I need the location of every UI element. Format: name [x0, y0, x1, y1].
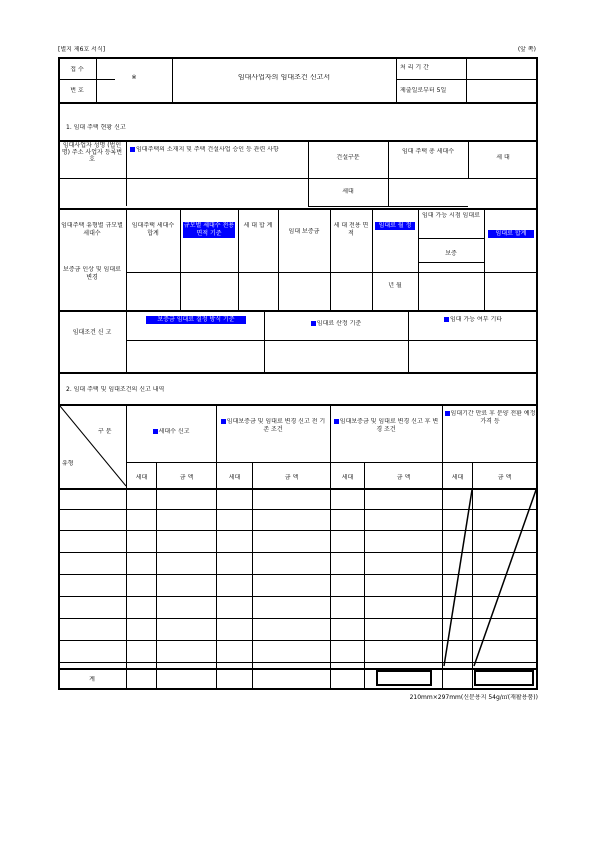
- grid-header-5: 세 대 전용 면적: [333, 222, 369, 237]
- sub-header-amount-3: 금 액: [396, 474, 411, 481]
- grid-mid-label: 보증: [445, 250, 457, 257]
- col-group-1-text: 세대수 신고: [158, 428, 190, 435]
- col-group-2-text: 임대보증금 및 임대료 변경 신고 전 기존 조건: [226, 418, 326, 433]
- row3-header-2: [266, 320, 406, 327]
- receipt-label: 접 수: [70, 66, 84, 73]
- col-group-4: [444, 410, 536, 426]
- col-group-4-text: 임대기간 만료 후 분양 전환 예정 가격 등: [450, 410, 536, 425]
- form-id: [별지 제6호 서식]: [58, 46, 106, 53]
- row2-unit-label: 세대: [342, 188, 354, 195]
- grid-header-8: 임대료 합계: [488, 230, 534, 238]
- processing-period-label: 처 리 기 간: [400, 64, 429, 71]
- grid-bottom-value: 년 월: [388, 282, 402, 289]
- sub-header-amount-2: 금 액: [284, 474, 299, 481]
- section1-heading: 1. 임대 주택 현황 신고: [66, 124, 126, 131]
- footer-note: 210mm×297mm(신문용지 54g/㎡(재활용품)): [409, 694, 538, 701]
- row1-text: 임대주택의 소재지 및 주택 건설사업 승인 등 관련 사항: [136, 146, 279, 153]
- sub-header-units-4: 세대: [451, 474, 464, 481]
- grid-label: 임대주택 유형별 규모별 세대수: [61, 222, 123, 237]
- processing-period-value: 제출일로부터 5일: [400, 87, 447, 94]
- row3-header-3: [410, 316, 536, 324]
- grid-header-7: 임대 가능 시점 임대료: [422, 212, 480, 219]
- total-label: 계: [89, 676, 95, 683]
- row1-construction-type: 건설구분: [336, 154, 360, 161]
- grid-bottom-label: 보증금 인상 및 임대료 변경: [63, 266, 121, 281]
- row1-units-unit: 세 대: [496, 154, 510, 161]
- processing-input-2[interactable]: [468, 81, 536, 100]
- total-amount-box-1[interactable]: [376, 670, 432, 686]
- col-group-2: [218, 418, 328, 434]
- col-group-3-text: 임대보증금 및 임대료 변경 신고 후 변경 조건: [339, 418, 439, 433]
- sub-header-units-2: 세대: [228, 474, 241, 481]
- total-amount-box-2[interactable]: [474, 670, 534, 686]
- diagonal-divider: [58, 404, 128, 488]
- row3-header-1: 보증금 임대료 결정 방식 기준: [146, 316, 246, 324]
- grid-header-2: 규모별 세대수 전용면적 기준: [183, 222, 235, 237]
- sub-header-amount-4: 금 액: [497, 474, 512, 481]
- page-indicator: (앞 쪽): [517, 46, 536, 53]
- processing-input-1[interactable]: [468, 60, 536, 77]
- row3-label: 임대조건 신 고: [72, 329, 112, 336]
- grid-header-6: 임대료 월 정: [375, 222, 415, 230]
- form-title: 임대사업자의 임대조건 신고서: [237, 74, 331, 81]
- cancel-diagonals: [442, 488, 538, 668]
- col-group-3: [332, 418, 440, 434]
- sub-header-amount-1: 금 액: [179, 474, 194, 481]
- applicant-address-field[interactable]: [128, 180, 306, 204]
- row3-header-2-text: 임대료 산정 기준: [316, 320, 362, 327]
- sub-header-units-1: 세대: [135, 474, 148, 481]
- grid-header-3: 세 대 합 계: [243, 222, 273, 229]
- sub-header-units-3: 세대: [341, 474, 354, 481]
- section2-heading: 2. 임대 주택 및 임대조건의 신고 내역: [66, 386, 165, 393]
- grid-header-1: 임대주택 세대수 합계: [131, 222, 175, 237]
- number-label: 번 호: [70, 87, 84, 94]
- receipt-value: ※: [131, 74, 137, 81]
- grid-header-4: 임대 보증금: [288, 228, 320, 235]
- row1-description: [130, 146, 306, 176]
- diag-bottom-label: 유형: [62, 460, 74, 467]
- row3-header-3-text: 임대 가능 여부 기타: [449, 316, 503, 323]
- applicant-label: 임대사업자 성명 (법인명) 주소 사업자 등록번호: [61, 142, 123, 163]
- row1-total-units-label: 임대 주택 총 세대수: [401, 148, 455, 155]
- col-group-1: [128, 428, 214, 435]
- diag-top-label: 구 분: [98, 428, 112, 435]
